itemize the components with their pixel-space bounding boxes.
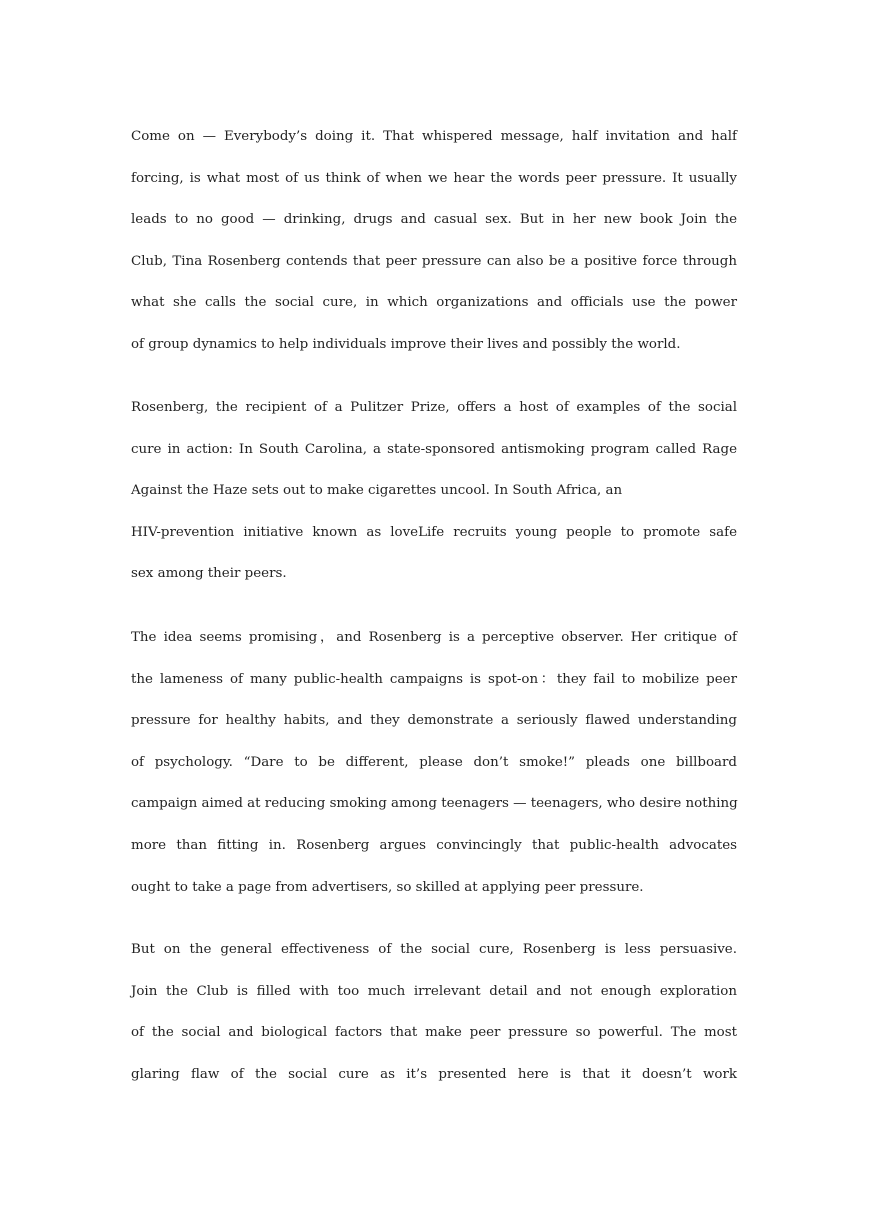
text-line: Against the Haze sets out to make cigarettes uncool. In South Africa, an — [131, 483, 623, 499]
text-line: But on the general effectiveness of the social cure, Rosenberg is less persuasive. — [131, 942, 737, 957]
text-line: campaign aimed at reducing smoking among teenagers — teenagers, who desire nothing — [131, 796, 738, 812]
text-line: the lameness of many public-health campaigns is spot-on：they fail to mobilize peer — [131, 671, 737, 687]
text-line: HIV-prevention initiative known as loveLife recruits young people to promote safe — [131, 524, 737, 540]
text-line: Club, Tina Rosenberg contends that peer pressure can also be a positive force through — [131, 253, 737, 269]
text-line: Rosenberg, the recipient of a Pulitzer Prize, offers a host of examples of the social — [131, 400, 737, 415]
text-line: of psychology. “Dare to be different, please don’t smoke!” pleads one billboard — [131, 754, 737, 770]
text-line: of group dynamics to help individuals improve their lives and possibly the world. — [131, 336, 681, 352]
text-line: Come on — Everybody’s doing it. That whispered message, half invitation and half — [131, 129, 737, 144]
text-line: more than fitting in. Rosenberg argues convincingly that public-health advocates — [131, 837, 737, 853]
text-line: cure in action: In South Carolina, a state-sponsored antismoking program called Rage — [131, 441, 737, 457]
text-line: ought to take a page from advertisers, so skilled at applying peer pressure. — [131, 879, 644, 895]
paragraph-2 — [131, 387, 737, 595]
text-line: Join the Club is filled with too much irrelevant detail and not enough exploration — [131, 983, 737, 999]
text-line: glaring flaw of the social cure as it’s presented here is that it doesn’t work — [131, 1066, 737, 1082]
paragraph-4 — [131, 929, 737, 1095]
text-line: forcing, is what most of us think of when we hear the words peer pressure. It usually — [131, 170, 737, 186]
text-line: what she calls the social cure, in which organizations and officials use the power — [131, 295, 737, 311]
text-line: sex among their peers. — [131, 566, 287, 582]
text-line: of the social and biological factors that make peer pressure so powerful. The most — [131, 1025, 737, 1041]
text-line: pressure for healthy habits, and they demonstrate a seriously flawed understanding — [131, 713, 737, 729]
paragraph-3 — [131, 617, 737, 908]
text-line: The idea seems promising，and Rosenberg is a perceptive observer. Her critique of — [131, 630, 737, 645]
paragraph-1 — [131, 116, 737, 366]
text-line: leads to no good — drinking, drugs and casual sex. But in her new book Join the — [131, 212, 737, 228]
